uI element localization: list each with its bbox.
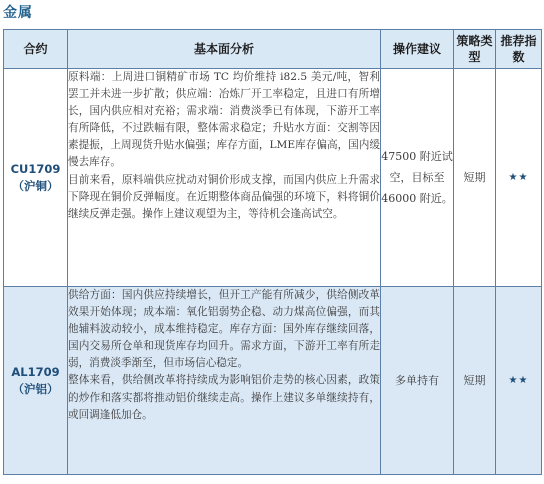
header-advice: 操作建议 bbox=[381, 30, 454, 69]
advice-cell: 多单持有 bbox=[381, 287, 454, 475]
analysis-cell bbox=[68, 287, 381, 475]
header-analysis: 基本面分析 bbox=[68, 30, 381, 69]
section-title: 金属 bbox=[3, 5, 33, 21]
contract-cell bbox=[4, 69, 68, 287]
strategy-cell: 短期 bbox=[454, 287, 496, 475]
analysis-paragraph: 原料端：上周进口铜精矿市场 TC 均价维持 i82.5 美元/吨，智利罢工并未进一步扩散；供应端：冶炼厂开工率稳定，且进口有所增长，国内供应相对充裕；需求端：消费淡季已有体现，下游开工率有所降低，不过跌幅有限，整体需求稳定；升贴水方面：交割等因素提振，上周现货升贴水偏强；库存方面，LME库存偏高，国内缓慢去库存。 bbox=[68, 71, 380, 169]
table-row-cu1709 bbox=[4, 69, 542, 287]
advice-cell: 47500 附近试空，目标至 46000 附近。 bbox=[381, 69, 454, 287]
header-rating: 推荐指数 bbox=[496, 30, 542, 69]
table-row-al1709 bbox=[4, 287, 542, 475]
strategy-cell: 短期 bbox=[454, 69, 496, 287]
analysis-cell bbox=[68, 69, 381, 287]
analysis-paragraph: 目前来看，原料端供应扰动对铜价形成支撑，而国内供应上升需求下降现在铜价反弹幅度。在近期整体商品偏强的环境下，料将铜价继续反弹走强。操作上建议观望为主，等待机会逢高试空。 bbox=[68, 173, 380, 220]
contract-cell bbox=[4, 287, 68, 475]
rating-stars: ★★ bbox=[496, 69, 542, 287]
contract-name: （沪铝） bbox=[12, 381, 59, 396]
analysis-paragraph: 整体来看，供给侧改革将持续成为影响铝价走势的核心因素，政策的炒作和落实都将推动铝价继续走高。操作上建议多单继续持有，或回调逢低加仓。 bbox=[68, 374, 380, 421]
contract-code: CU1709 bbox=[10, 161, 61, 176]
header-contract: 合约 bbox=[4, 30, 68, 69]
rating-stars: ★★ bbox=[496, 287, 542, 475]
table-header-row bbox=[4, 30, 542, 69]
contract-code: AL1709 bbox=[11, 364, 60, 379]
contract-name: （沪铜） bbox=[12, 178, 59, 193]
analysis-paragraph: 供给方面：国内供应持续增长，但开工产能有所减少，供给侧改革效果开始体现；成本端：氧化铝弱势企稳、动力煤高位偏强，而其他辅料波动较小，成本维持稳定。库存方面：国外库存继续回落，国内交易所仓单和现货库存均回升。需求方面，下游开工率有所走弱，消费淡季渐至，但市场信心稳定。 bbox=[68, 289, 380, 370]
header-strategy: 策略类型 bbox=[454, 30, 496, 69]
metals-analysis-table bbox=[3, 29, 542, 475]
